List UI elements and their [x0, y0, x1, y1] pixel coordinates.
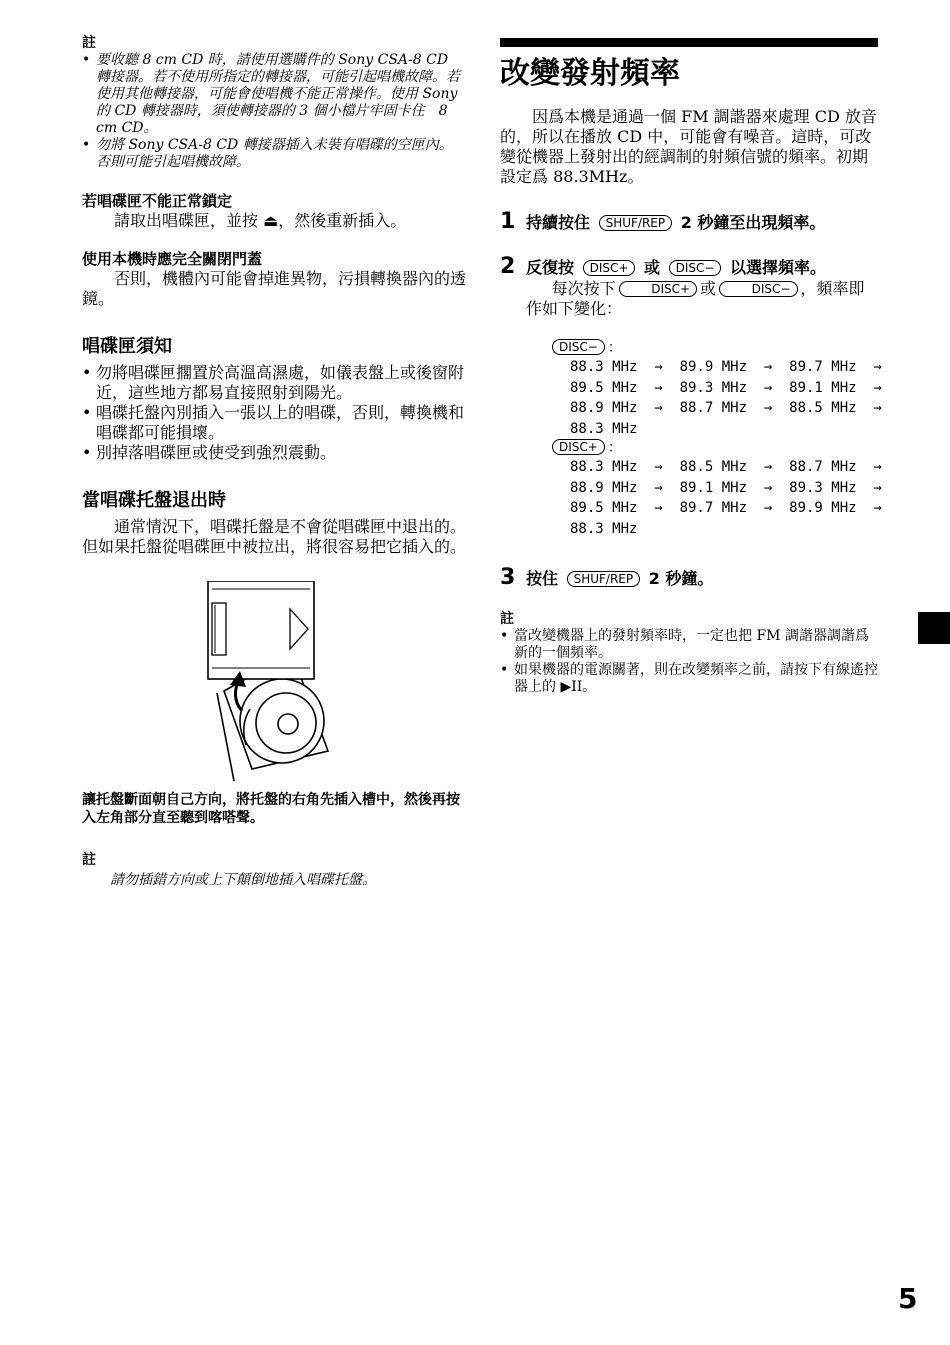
disc-minus-button: DISC− — [552, 339, 605, 355]
page-title: 改變發射頻率 — [500, 56, 680, 91]
right-column — [500, 38, 880, 696]
step-number: 1 — [500, 209, 516, 234]
disc-plus-button: DISC+ — [583, 260, 636, 276]
step-2-detail — [526, 279, 880, 319]
section-tab-marker — [918, 612, 950, 644]
frequency-row: 88.3 MHz → 89.9 MHz → 89.7 MHz → — [570, 359, 882, 375]
colon: ： — [607, 440, 622, 456]
note-item: • 當改變機器上的發射頻率時，一定也把 FM 調諧器調諧爲新的一個頻率。 — [500, 628, 880, 662]
magazine-list — [82, 363, 466, 463]
note-item: • 要收聽 8 cm CD 時，請使用選購件的 Sony CSA-8 CD 轉接器。若不使用所指定的轉接器，可能引起唱機故障。若使用其他轉接器，可能會使唱機不能正常操作。使用 Sony 的 CD 轉接器時，須使轉接器的 3 個小檔片牢固卡住 8 cm CD。 — [82, 52, 466, 137]
step-text: 反復按 — [526, 258, 575, 277]
adapter-notes — [82, 52, 466, 171]
note-label: 註 — [82, 35, 96, 51]
lock-text: 請取出唱碟匣，並按 ⏏，然後重新插入。 — [114, 211, 407, 230]
door-heading: 使用本機時應完全關閉門蓋 — [82, 250, 263, 268]
list-item: • 唱碟托盤內別插入一張以上的唱碟，否則，轉換機和唱碟都可能損壞。 — [82, 403, 466, 443]
disc-minus-sequence — [552, 339, 880, 439]
disc-plus-sequence — [552, 439, 880, 539]
page-number: 5 — [898, 1282, 918, 1315]
title-rule — [500, 38, 878, 47]
tray-text: 通常情況下，唱碟托盤是不會從唱碟匣中退出的。但如果托盤從唱碟匣中被拉出，將很容易把它插入的。 — [82, 517, 467, 556]
detail-text: 或 — [700, 279, 717, 298]
step-text: 2 秒鐘至出現頻率。 — [680, 213, 826, 232]
list-item: • 勿將唱碟匣擱置於高溫高濕處，如儀表盤上或後窗附近，這些地方都易直接照射到陽光。 — [82, 363, 466, 403]
disc-minus-button: DISC− — [669, 260, 722, 276]
frequency-row: 89.5 MHz → 89.7 MHz → 89.9 MHz → — [570, 500, 882, 516]
step-1 — [500, 209, 880, 234]
step-number: 2 — [500, 254, 516, 279]
list-item: • 別掉落唱碟匣或使受到強烈震動。 — [82, 443, 466, 463]
note-label: 註 — [82, 852, 96, 868]
tray-note: 請勿插錯方向或上下顛倒地插入唱碟托盤。 — [110, 872, 376, 888]
lock-heading: 若唱碟匣不能正常鎖定 — [82, 192, 233, 210]
frequency-row: 88.3 MHz — [570, 420, 638, 437]
shuf-rep-button: SHUF/REP — [567, 571, 641, 587]
note-item: • 勿將 Sony CSA-8 CD 轉接器插入未裝有唱碟的空匣內。否則可能引起唱機故障。 — [82, 137, 466, 171]
step-text: 以選擇頻率。 — [730, 258, 827, 277]
door-text: 否則，機體內可能會掉進異物，污損轉換器內的透鏡。 — [82, 269, 467, 308]
frequency-row: 88.9 MHz → 89.1 MHz → 89.3 MHz → — [570, 479, 882, 496]
tray-insert-illustration — [82, 581, 466, 781]
magazine-tray-diagram — [82, 581, 466, 781]
frequency-notes — [500, 628, 880, 696]
disc-minus-button: DISC− — [719, 281, 797, 297]
detail-text: 每次按下 — [551, 279, 616, 298]
magazine-heading: 唱碟匣須知 — [82, 336, 172, 357]
note-item: • 如果機器的電源關著，則在改變頻率之前，請按下有線遙控器上的 ▶II。 — [500, 662, 880, 696]
disc-plus-button: DISC+ — [552, 439, 605, 455]
frequency-row: 88.3 MHz → 88.5 MHz → 88.7 MHz → — [570, 459, 882, 475]
disc-plus-button: DISC+ — [619, 281, 697, 297]
note-label: 註 — [500, 611, 514, 627]
tray-heading: 當唱碟托盤退出時 — [82, 490, 226, 511]
step-text: 持續按住 — [526, 213, 591, 232]
detail-text: ，頻率即作如下變化： — [526, 279, 865, 318]
shuf-rep-button: SHUF/REP — [599, 215, 673, 231]
step-text: 2 秒鐘。 — [648, 569, 714, 588]
step-2 — [500, 254, 880, 279]
intro-text: 因爲本機是通過一個 FM 調諧器來處理 CD 放音的，所以在播放 CD 中，可能會有噪音。這時，可改變從機器上發射出的經調制的射頻信號的頻率。初期設定爲 88.3MHz。 — [500, 107, 877, 186]
left-column — [82, 34, 466, 891]
frequency-row: 88.3 MHz — [570, 520, 638, 537]
step-text: 按住 — [526, 569, 559, 588]
step-text: 或 — [644, 258, 661, 277]
colon: ： — [607, 340, 622, 356]
figure-caption: 讓托盤斷面朝自己方向，將托盤的右角先插入槽中，然後再按入左角部分直至聽到喀嗒聲。 — [82, 792, 460, 826]
step-number: 3 — [500, 565, 516, 590]
frequency-row: 88.9 MHz → 88.7 MHz → 88.5 MHz → — [570, 400, 882, 416]
frequency-row: 89.5 MHz → 89.3 MHz → 89.1 MHz → — [570, 379, 882, 396]
step-3 — [500, 565, 880, 590]
